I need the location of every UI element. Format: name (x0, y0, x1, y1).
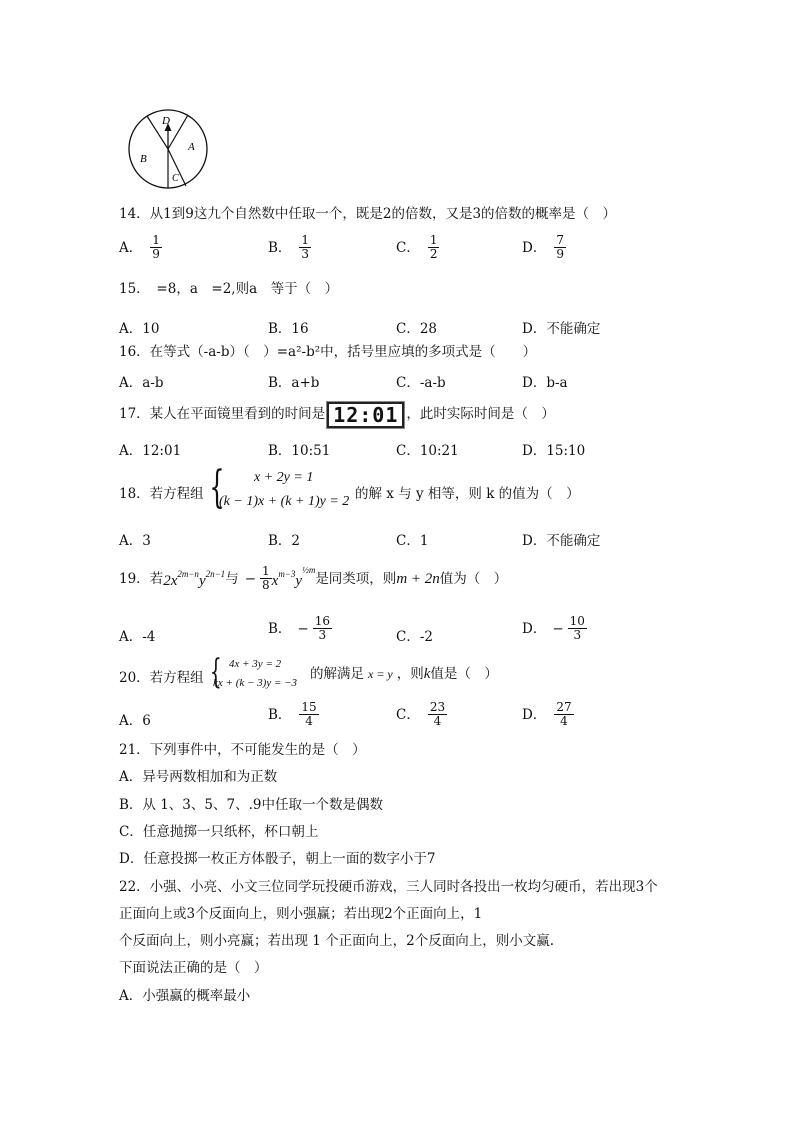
fraction: $\frac{15}{4}$ (301, 700, 317, 728)
q20-option-c (396, 701, 447, 728)
q21-option-d: D．任意投掷一枚正方体骰子，朝上一面的数字小于7 (119, 851, 436, 867)
q17-option-b: B．10:51 (268, 443, 331, 459)
q18-option-a: A．3 (119, 533, 151, 549)
q18-equation-1: x + 2y = 1 (254, 470, 314, 485)
fraction: $\frac{23}{4}$ (429, 700, 446, 728)
fraction: $\frac{16}{3}$ (314, 614, 331, 642)
question-22-line-1: 22．小强、小亮、小文三位同学玩投硬币游戏，三人同时各投出一枚均匀硬币，若出现3个 (119, 879, 658, 895)
q16-option-c: C．-a-b (396, 375, 446, 391)
question-17 (119, 400, 555, 428)
q19-option-d (522, 615, 587, 642)
q20-option-d (522, 701, 574, 728)
q20-equation-2: kx + (k − 3)y = −3 (213, 677, 298, 689)
q20-condition: x = y (368, 667, 393, 681)
q19-option-c: C．-2 (396, 629, 433, 645)
q20-suffix-3: 值是（ ） (430, 666, 498, 682)
q19-term-1: $2x^{2m-n}y^{2n-1}$ (163, 569, 226, 589)
minus-sign: − (244, 570, 256, 587)
q18-equation-2: (k − 1)x + (k + 1)y = 2 (219, 494, 350, 509)
option-label: B． (268, 706, 292, 723)
question-14: 14．从1到9这九个自然数中任取一个，既是2的倍数，又是3的倍数的概率是（ ） (119, 206, 617, 222)
q20-k: k (423, 666, 431, 682)
fraction: $\frac{1}{8}$ (262, 564, 270, 592)
q21-option-a: A．异号两数相加和为正数 (119, 769, 278, 785)
q20-equation-1: 4x + 3y = 2 (229, 658, 282, 670)
option-label: D． (522, 620, 547, 637)
q14-option-d (522, 234, 566, 261)
option-label: D． (522, 239, 547, 256)
fraction: $\frac{1}{2}$ (429, 233, 438, 261)
question-19 (119, 565, 507, 592)
q15-option-b: B．16 (268, 321, 309, 337)
q17-option-a: A．12:01 (119, 443, 182, 459)
q14-option-a (119, 234, 162, 261)
q15-option-d: D．不能确定 (522, 321, 601, 337)
q19-suffix-2: 值为（ ） (439, 570, 508, 587)
q21-option-b: B．从 1、3、5、7、.9中任取一个数是偶数 (119, 797, 383, 813)
spinner-label-b: B (140, 153, 147, 165)
mirror-clock-display: 12:01 (327, 402, 404, 428)
q20-option-a: A．6 (119, 713, 151, 729)
q19-term-2: $x^{m-3}y^{\frac{1}{2}m}$ (271, 565, 316, 589)
fraction: $\frac{7}{9}$ (556, 233, 564, 261)
fraction: $\frac{1}{9}$ (152, 233, 160, 261)
fraction: $\frac{1}{3}$ (301, 233, 310, 261)
q20-option-b (268, 701, 319, 728)
minus-sign: − (297, 620, 309, 637)
spinner-figure (126, 108, 212, 190)
q17-option-d: D．15:10 (522, 443, 586, 459)
spinner-divider (168, 115, 188, 149)
q15-option-c: C．28 (396, 321, 438, 337)
q18-suffix: 的解 x 与 y 相等，则 k 的值为（ ） (355, 486, 580, 502)
option-label: D． (522, 706, 547, 723)
q18-option-d: D．不能确定 (522, 533, 601, 549)
q19-option-a: A．-4 (119, 629, 156, 645)
q16-option-d: D．b-a (522, 375, 568, 391)
q18-option-b: B．2 (268, 533, 301, 549)
q19-middle: 与 (225, 570, 239, 587)
q20-prefix: 20．若方程组 (119, 670, 204, 686)
question-16: 16．在等式（-a-b）（ ）=a²-b²中，括号里应填的多项式是（ ） (119, 344, 537, 360)
option-label: C． (396, 239, 420, 256)
q19-expression: m + 2n (396, 570, 440, 587)
question-22-line-2: 正面向上或3个反面向上，则小强赢；若出现2个正面向上，1 (119, 906, 483, 922)
q16-option-a: A．a-b (119, 375, 164, 391)
q18-option-c: C．1 (396, 533, 429, 549)
q19-suffix: 是同类项，则 (315, 570, 397, 587)
left-brace: { (209, 462, 225, 513)
minus-sign: − (552, 620, 564, 637)
question-22-line-3: 个反面向上，则小亮赢；若出现 1 个正面向上，2个反面向上，则小文赢. (119, 933, 555, 949)
spinner-label-a: A (188, 141, 195, 153)
q18-prefix: 18．若方程组 (119, 486, 204, 502)
fraction: $\frac{27}{4}$ (556, 700, 572, 728)
left-brace: { (209, 652, 222, 692)
q14-option-b (268, 234, 311, 261)
q20-suffix-2: ，则 (396, 666, 424, 682)
spinner-label-d: D (162, 115, 170, 127)
q20-suffix-group (310, 666, 498, 682)
question-15: 15． =8，a =2,则a 等于（ ） (119, 281, 339, 297)
q20-suffix: 的解满足 (310, 666, 364, 682)
question-22-line-4: 下面说法正确的是（ ） (119, 960, 268, 976)
q19-option-b (268, 615, 332, 642)
option-label: B． (268, 620, 292, 637)
q17-text-before: 17．某人在平面镜里看到的时间是 (119, 406, 326, 422)
option-label: C． (396, 706, 420, 723)
option-label: A． (119, 239, 143, 256)
q15-option-a: A．10 (119, 321, 160, 337)
fraction: $\frac{10}{3}$ (569, 614, 585, 642)
q22-option-a: A．小强赢的概率最小 (119, 988, 251, 1004)
spinner-label-c: C (172, 173, 179, 184)
q21-option-c: C．任意抛掷一只纸杯，杯口朝上 (119, 824, 319, 840)
option-label: B． (268, 239, 292, 256)
question-21: 21．下列事件中，不可能发生的是（ ） (119, 742, 366, 758)
q14-option-c (396, 234, 439, 261)
q16-option-b: B．a+b (268, 375, 320, 391)
q17-option-c: C．10:21 (396, 443, 459, 459)
q19-prefix: 19．若 (119, 570, 164, 587)
q17-text-after: ，此时实际时间是（ ） (406, 406, 555, 422)
